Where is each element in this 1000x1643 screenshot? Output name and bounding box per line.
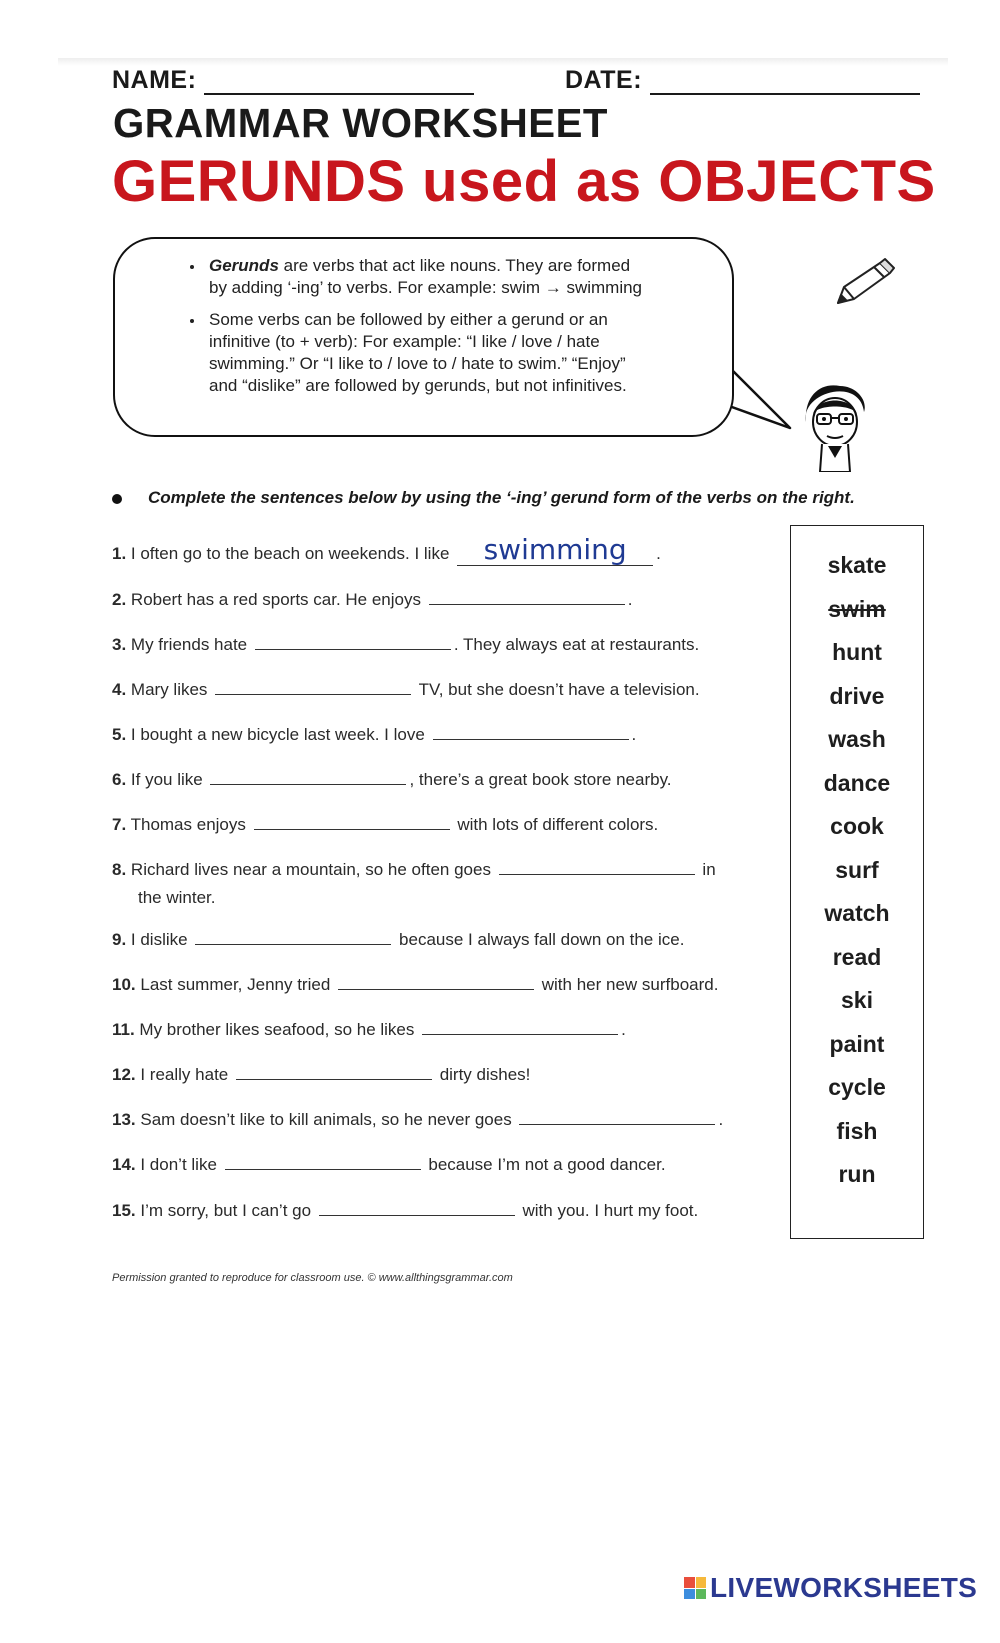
- question-15: [112, 1199, 698, 1221]
- question-text: My friends hate: [126, 635, 252, 654]
- question-number: 1.: [112, 544, 127, 563]
- question-1: [112, 533, 661, 566]
- word-bank-item: drive: [829, 682, 885, 709]
- question-text: dirty dishes!: [434, 1065, 531, 1084]
- question-number: 12.: [112, 1065, 136, 1084]
- note-text: by adding ‘-ing’ to verbs. For example: swim → swimming: [209, 278, 643, 297]
- question-text: . They always eat at restaurants.: [453, 635, 700, 654]
- answer-field[interactable]: [422, 1018, 618, 1035]
- word-bank-item: wash: [828, 726, 886, 752]
- question-text: Robert has a red sports car. He enjoys: [126, 590, 426, 609]
- answer-field[interactable]: swimming: [457, 543, 653, 566]
- name-field: [112, 66, 474, 95]
- question-number: 7.: [112, 815, 127, 834]
- word-bank-item: hunt: [832, 639, 882, 665]
- question-number: 13.: [112, 1110, 136, 1129]
- note-text: swimming.” Or “I like to / love to / hate to swim.” “Enjoy”: [209, 354, 626, 373]
- question-text: in: [697, 860, 716, 879]
- word-bank-item-used: swim: [828, 595, 886, 622]
- note-text: and “dislike” are followed by gerunds, but not infinitives.: [209, 376, 627, 395]
- question-5: [112, 723, 636, 745]
- word-bank-item: ski: [841, 987, 873, 1013]
- question-13: [112, 1108, 723, 1130]
- bullet-dot: [112, 494, 122, 504]
- question-number: 8.: [112, 860, 127, 879]
- note-infinitives: [205, 309, 692, 397]
- question-text: TV, but she doesn’t have a television.: [414, 680, 700, 699]
- question-4: [112, 678, 700, 700]
- instructions: [112, 488, 855, 508]
- question-text: I’m sorry, but I can’t go: [135, 1201, 316, 1220]
- question-number: 15.: [112, 1201, 136, 1220]
- date-label: DATE:: [565, 66, 643, 94]
- question-number: 4.: [112, 680, 127, 699]
- liveworksheets-logo-icon: [684, 1577, 706, 1599]
- grammar-notes: [115, 239, 732, 397]
- question-text: the winter.: [138, 888, 216, 907]
- liveworksheets-brand[interactable]: [684, 1572, 977, 1604]
- question-text: Sam doesn’t like to kill animals, so he never goes: [135, 1110, 517, 1129]
- copyright-footer: Permission granted to reproduce for classroom use. © www.allthingsgrammar.com: [112, 1272, 513, 1284]
- answer-field[interactable]: [225, 1153, 421, 1170]
- answer-field[interactable]: [195, 928, 391, 945]
- name-label: NAME:: [112, 66, 197, 94]
- bubble-gap-cover: [113, 420, 753, 440]
- worksheet-title: GRAMMAR WORKSHEET: [113, 100, 608, 146]
- word-bank-item: paint: [829, 1030, 885, 1057]
- question-number: 10.: [112, 975, 136, 994]
- word-bank-item: run: [838, 1161, 876, 1187]
- question-12: [112, 1063, 530, 1085]
- word-bank-item: cook: [830, 813, 884, 839]
- question-text: because I always fall down on the ice.: [394, 930, 685, 949]
- word-bank: [790, 525, 924, 1239]
- question-text: Last summer, Jenny tried: [135, 975, 336, 994]
- note-gerunds: [205, 255, 692, 299]
- question-11: [112, 1018, 626, 1040]
- question-9: [112, 928, 684, 950]
- question-10: [112, 973, 718, 995]
- date-field: [565, 66, 920, 95]
- student-avatar-icon: [800, 382, 870, 472]
- question-text: I don’t like: [135, 1155, 222, 1174]
- question-text: with her new surfboard.: [537, 975, 719, 994]
- question-text: .: [621, 1020, 626, 1039]
- question-text: .: [627, 590, 633, 609]
- note-term: Gerunds: [209, 256, 279, 275]
- answer-field[interactable]: [319, 1199, 515, 1216]
- question-text: I dislike: [126, 930, 193, 949]
- question-7: [112, 813, 658, 835]
- word-bank-item: read: [832, 943, 882, 970]
- name-input-line[interactable]: [204, 67, 474, 95]
- question-text: Richard lives near a mountain, so he often goes: [126, 860, 496, 879]
- word-bank-item: watch: [824, 900, 890, 926]
- question-number: 2.: [112, 590, 127, 609]
- question-number: 11.: [112, 1020, 135, 1039]
- question-8-continued: [138, 888, 216, 908]
- question-text: I really hate: [135, 1065, 233, 1084]
- answer-field[interactable]: [429, 588, 625, 605]
- question-text: because I’m not a good dancer.: [423, 1155, 666, 1174]
- note-text: infinitive (to + verb): For example: “I like / love / hate: [209, 332, 600, 351]
- question-6: [112, 768, 672, 790]
- brand-name: LIVEWORKSHEETS: [710, 1572, 978, 1603]
- question-text: My brother likes seafood, so he likes: [134, 1020, 420, 1039]
- worksheet-subtitle: GERUNDS used as OBJECTS: [112, 149, 936, 214]
- answer-field[interactable]: [236, 1063, 432, 1080]
- answer-field[interactable]: [519, 1108, 715, 1125]
- word-bank-item: fish: [836, 1117, 878, 1144]
- date-input-line[interactable]: [650, 67, 920, 95]
- question-text: with you. I hurt my foot.: [517, 1201, 699, 1220]
- question-text: If you like: [126, 770, 208, 789]
- question-14: [112, 1153, 666, 1175]
- word-bank-item: cycle: [828, 1074, 886, 1100]
- question-text: .: [631, 725, 637, 744]
- question-text: , there’s a great book store nearby.: [409, 770, 672, 789]
- answer-field[interactable]: [255, 633, 451, 650]
- question-text: .: [718, 1110, 724, 1129]
- note-text: are verbs that act like nouns. They are formed: [278, 256, 631, 275]
- page-top-edge: [58, 58, 948, 66]
- answer-field[interactable]: [499, 858, 695, 875]
- question-number: 14.: [112, 1155, 136, 1174]
- question-2: [112, 588, 632, 610]
- word-bank-item: surf: [835, 856, 879, 883]
- question-number: 3.: [112, 635, 127, 654]
- word-bank-item: skate: [827, 552, 887, 578]
- question-text: .: [656, 544, 661, 563]
- answer-field[interactable]: [210, 768, 406, 785]
- question-text: I bought a new bicycle last week. I love: [126, 725, 430, 744]
- answer-field[interactable]: [338, 973, 534, 990]
- instruction-text: Complete the sentences below by using the ‘-ing’ gerund form of the verbs on the right.: [148, 488, 855, 507]
- question-number: 5.: [112, 725, 127, 744]
- word-bank-list: [791, 526, 923, 1197]
- answer-field[interactable]: [215, 678, 411, 695]
- word-bank-item: dance: [823, 769, 891, 796]
- question-text: I often go to the beach on weekends. I like: [126, 544, 455, 563]
- question-text: with lots of different colors.: [452, 815, 659, 834]
- question-text: Thomas enjoys: [126, 815, 251, 834]
- pencil-icon: [830, 255, 900, 315]
- question-number: 9.: [112, 930, 127, 949]
- question-8: [112, 858, 716, 880]
- question-3: [112, 633, 699, 655]
- answer-field[interactable]: [433, 723, 629, 740]
- speech-bubble: [113, 237, 734, 437]
- question-text: Mary likes: [126, 680, 213, 699]
- question-number: 6.: [112, 770, 127, 789]
- answer-field[interactable]: [254, 813, 450, 830]
- note-text: Some verbs can be followed by either a gerund or an: [209, 310, 608, 329]
